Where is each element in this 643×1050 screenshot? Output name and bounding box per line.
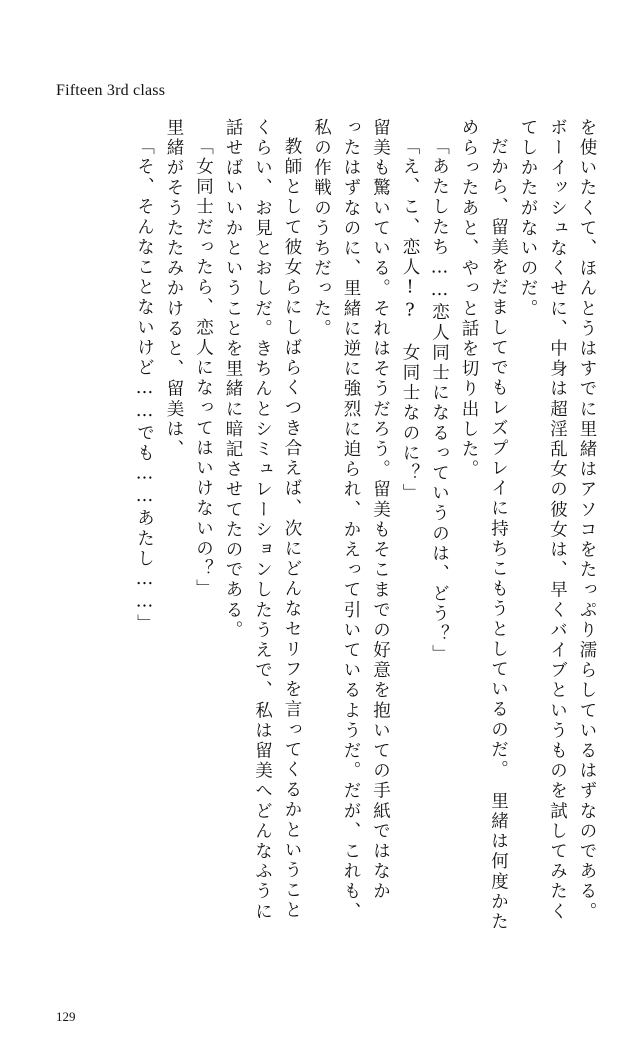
text-column: 私の作戦のうちだった。 [311, 118, 332, 340]
text-column: てしかたがないのだ。 [518, 118, 538, 319]
text-column: 「そ、そんなことないけど……でも……あたし……」 [134, 137, 155, 635]
text-column: 「え、こ、恋人!? 女同士なのに？」 [400, 137, 420, 504]
text-column: 留美も驚いている。それはそうだろう。留美もそこまでの好意を抱いての手紙ではなか [370, 118, 391, 902]
text-column: 里緒がそうたたみかけると、留美は、 [164, 118, 184, 460]
text-column: ったはずなのに、里緒に逆に強烈に迫られ、かえって引いているようだ。だが、これも、 [341, 118, 361, 922]
text-column: ボーイッシュなくせに、中身は超淫乱女の彼女は、早くバイブというものを試してみたく [547, 118, 568, 922]
body-text-block [50, 118, 595, 998]
text-column: 教師として彼女らにしばらくつき合えば、次にどんなセリフを言ってくるかということ [282, 137, 302, 921]
text-column: を使いたくて、ほんとうはすでに里緒はアソコをたっぷり濡らしているはずなのである。 [577, 118, 597, 922]
text-column: 話せばいいかということを里緒に暗記させてたのである。 [223, 118, 243, 641]
text-column: めらったあと、やっと話を切り出した。 [459, 118, 479, 480]
page-header: Fifteen 3rd class [56, 82, 166, 99]
text-column: だから、留美をだましてでもレズプレイに持ちこもうとしているのだ。 里緒は何度かた [488, 137, 509, 933]
text-column: くらい、お見とおしだ。きちんとシミュレーションしたうえで、私は留美へどんなふうに [252, 118, 273, 922]
page-number: 129 [56, 1009, 76, 1024]
text-column: 「女同士だったら、恋人になってはいけないの？」 [193, 137, 214, 600]
text-column: 「あたしたち……恋人同士になるっていうのは、どう？」 [429, 137, 450, 665]
